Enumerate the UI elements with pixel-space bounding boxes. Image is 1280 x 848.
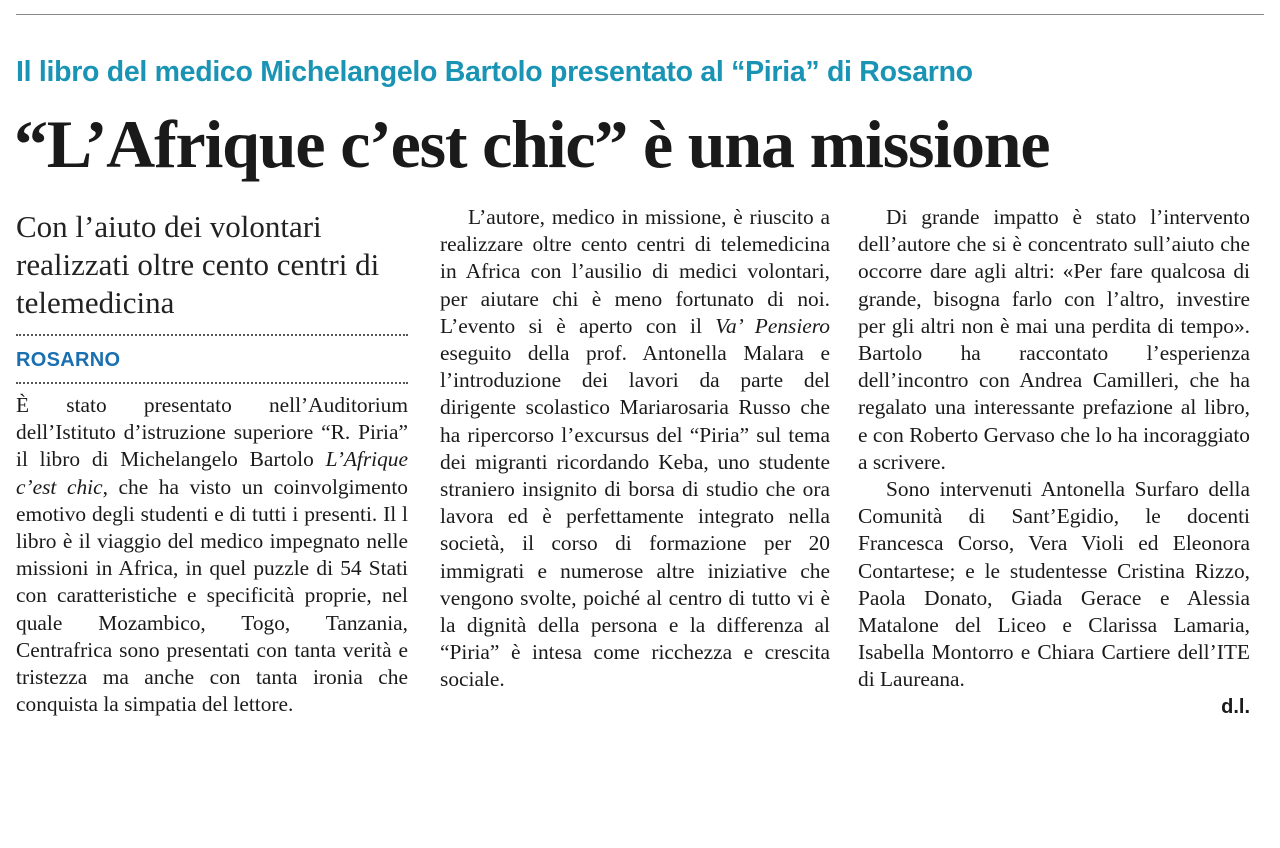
column-3-body — [858, 204, 1250, 694]
dateline: ROSARNO — [16, 349, 121, 371]
article-subhead: Con l’aiuto dei volontari realizzati oltre cento centri di telemedicina — [16, 209, 380, 320]
paragraph — [16, 392, 408, 718]
article-column-1 — [16, 204, 408, 718]
author-signature: d.l. — [1221, 695, 1250, 718]
paragraph — [440, 204, 830, 694]
text-run: È stato presentato nell’Auditorium dell’Istituto d’istruzione superiore “R. Piria” il libro di Michelangelo Bartolo — [16, 393, 408, 472]
book-title: L’Afrique c’est chic — [16, 447, 408, 499]
column-1-body — [16, 392, 408, 718]
dotted-divider — [16, 382, 408, 384]
article-kicker: Il libro del medico Michelangelo Bartolo presentato al “Piria” di Rosarno — [16, 56, 973, 88]
paragraph: Sono intervenuti Antonella Surfaro della Comunità di Sant’Egidio, le docenti Francesca Corso, Vera Violi ed Eleonora Contartese; e le studentesse Cristina Rizzo, Paola Donato, Giada Gerace e Alessia Matalone del Liceo e Clarissa Lamaria, Isabella Montorro e Chiara Cartiere dell’ITE di Laureana. — [858, 477, 1250, 692]
column-2-body — [440, 204, 830, 694]
text-run: eseguito della prof. Antonella Malara e l’introduzione dei lavori da parte del dirigente scolastico Mariarosaria Russo che ha ripercorso l’excursus del “Piria” sul tema dei migranti ricordando Keba, uno studente straniero insignito di borsa di studio che ora lavora ed è perfettamente integrato nella società, il corso di formazione per 20 immigrati e numerose altre iniziative che vengono svolte, poiché al centro di tutto vi è la dignità della persona e la differenza al “Piria” è intesa come ricchezza e crescita sociale. — [440, 341, 830, 692]
article-column-2 — [440, 204, 830, 694]
text-run: , che ha visto un coinvolgimento emotivo degli studenti e di tutti i presenti. Il l libro è il viaggio del medico impegnato nelle missioni in Africa, in quel puzzle di 54 Stati con caratteristiche e specificità proprie, nel quale Mozambico, Togo, Tanzania, Centrafrica sono presentati con tanta verità e tristezza ma anche con tanta ironia che conquista la simpatia del lettore. — [16, 474, 408, 717]
paragraph: Di grande impatto è stato l’intervento dell’autore che si è concentrato sull’aiuto che occorre dare agli altri: «Per fare qualcosa di grande, bisogna farlo con l’altro, investire per gli altri non è mai una perdita di tempo». Bartolo ha raccontato l’esperienza dell’incontro con Andrea Camilleri, che ha regalato una interessante prefazione al libro, e con Roberto Gervaso che lo ha incoraggiato a scrivere. — [858, 205, 1250, 474]
article-column-3 — [858, 204, 1250, 720]
dotted-divider — [16, 334, 408, 336]
top-rule — [16, 14, 1264, 15]
article-headline: “L’Afrique c’est chic” è una missione — [14, 106, 1050, 182]
song-title: Va’ Pensiero — [715, 313, 831, 338]
text-run: L’autore, medico in missione, è riuscito a realizzare oltre cento centri di telemedicina in Africa con l’ausilio di medici volontari, per aiutare chi è meno fortunato di noi. L’evento si è aperto con il — [440, 205, 830, 338]
